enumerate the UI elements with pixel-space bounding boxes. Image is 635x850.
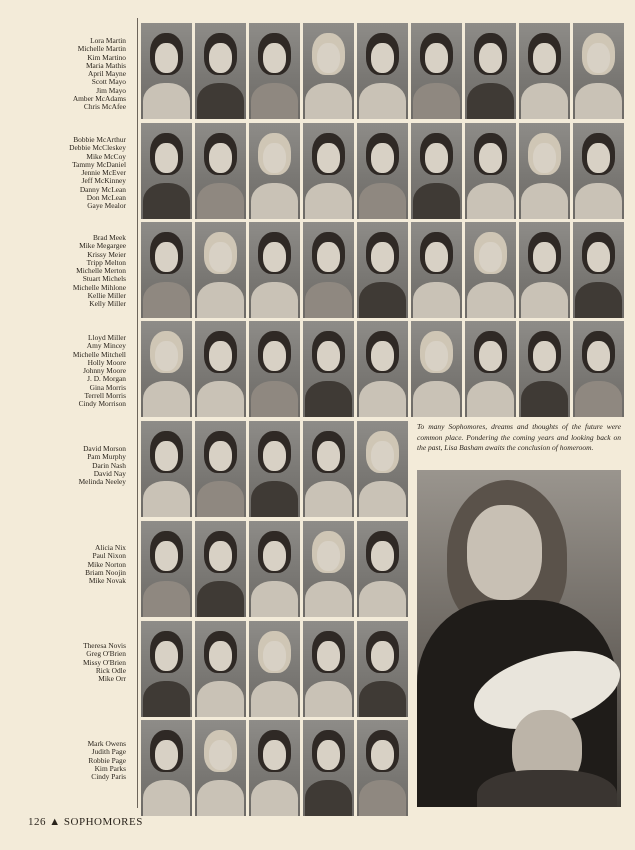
student-name: Scott Mayo <box>91 77 126 87</box>
student-name: Kelly Miller <box>89 299 126 309</box>
page-footer: 126 ▲ SOPHOMORES <box>28 816 143 828</box>
student-name: Cindy Paris <box>91 772 126 782</box>
student-portrait <box>249 123 300 219</box>
student-name: Danny McLean <box>79 184 126 194</box>
student-portrait <box>573 321 624 417</box>
student-name: April Mayne <box>88 69 126 79</box>
student-name: Gina Morris <box>89 382 126 392</box>
student-name: Mike Norton <box>87 559 126 569</box>
student-name: Kim Parks <box>94 763 126 773</box>
student-portrait <box>195 123 246 219</box>
student-name: Terrell Morris <box>84 391 126 401</box>
student-portrait <box>519 222 570 318</box>
student-portrait <box>303 621 354 717</box>
student-portrait <box>303 23 354 119</box>
student-name: Mike Novak <box>88 576 126 586</box>
student-name: Mike Megargee <box>79 241 126 251</box>
student-name: Melinda Neeley <box>78 477 126 487</box>
student-portrait <box>357 123 408 219</box>
student-portrait <box>303 321 354 417</box>
student-portrait <box>519 321 570 417</box>
name-list-row-5 <box>30 445 126 486</box>
student-portrait <box>141 421 192 517</box>
student-name: Maria Mathis <box>85 60 126 70</box>
student-portrait <box>465 222 516 318</box>
student-name: Missy O'Brien <box>82 657 126 667</box>
student-portrait <box>249 321 300 417</box>
student-portrait <box>357 720 408 816</box>
student-name: Greg O'Brien <box>86 649 126 659</box>
student-portrait <box>303 222 354 318</box>
name-list-row-8 <box>30 740 126 781</box>
student-portrait <box>249 222 300 318</box>
student-portrait <box>195 621 246 717</box>
student-portrait <box>141 621 192 717</box>
student-name: Chris McAfee <box>83 102 126 112</box>
student-name: Mark Owens <box>87 739 126 748</box>
student-name: Theresa Novis <box>83 641 126 650</box>
student-portrait <box>303 123 354 219</box>
student-portrait <box>465 23 516 119</box>
student-name: Kim Martino <box>87 52 126 62</box>
student-name: Michelle Mihlone <box>72 282 126 292</box>
student-portrait <box>141 123 192 219</box>
student-name: Bobbie McArthur <box>73 135 126 144</box>
student-name: Debbie McCleskey <box>69 143 126 153</box>
student-name: Mike McCoy <box>86 151 126 161</box>
student-name: Cindy Morrison <box>78 399 126 409</box>
student-portrait <box>249 621 300 717</box>
student-portrait <box>357 321 408 417</box>
student-name: Johnny Moore <box>83 366 126 376</box>
name-list-row-1 <box>30 37 126 112</box>
student-name: Michelle Mitchell <box>72 349 126 359</box>
student-portrait <box>411 123 462 219</box>
student-name: J. D. Morgan <box>87 374 126 384</box>
student-portrait <box>573 222 624 318</box>
student-name: Jim Mayo <box>96 85 126 95</box>
student-portrait <box>141 222 192 318</box>
student-name: Kellie Miller <box>87 291 126 301</box>
student-name: David Morson <box>83 444 126 453</box>
student-portrait <box>411 222 462 318</box>
student-portrait <box>357 521 408 617</box>
student-portrait <box>141 23 192 119</box>
student-portrait <box>519 123 570 219</box>
student-portrait <box>465 321 516 417</box>
student-name: Robbie Page <box>88 755 126 765</box>
student-portrait <box>303 421 354 517</box>
name-list-row-7 <box>30 642 126 683</box>
student-portrait <box>195 421 246 517</box>
student-portrait <box>141 321 192 417</box>
name-list-row-2 <box>30 136 126 211</box>
student-name: Alicia Nix <box>95 543 126 552</box>
column-rule <box>137 18 138 808</box>
student-portrait <box>573 23 624 119</box>
student-portrait <box>573 123 624 219</box>
student-name: Jeff McKinney <box>81 176 126 186</box>
student-portrait <box>195 321 246 417</box>
student-portrait <box>411 23 462 119</box>
name-list-row-4 <box>30 334 126 409</box>
student-name: Darin Nash <box>92 460 126 470</box>
student-name: Amy Mincey <box>86 341 126 351</box>
student-portrait <box>249 521 300 617</box>
student-name: Mike Orr <box>98 674 126 684</box>
name-list-row-3 <box>30 234 126 309</box>
student-portrait <box>357 222 408 318</box>
student-portrait <box>195 720 246 816</box>
student-name: Holly Moore <box>87 357 126 367</box>
student-name: Tripp Melton <box>86 257 126 267</box>
student-name: Jennie McEver <box>81 168 126 178</box>
student-name: Amber McAdams <box>72 94 126 104</box>
student-portrait <box>519 23 570 119</box>
student-portrait <box>195 222 246 318</box>
student-portrait <box>195 521 246 617</box>
student-portrait <box>465 123 516 219</box>
photo-caption: To many Sophomores, dreams and thoughts of the future were common place. Pondering the coming years and looking back on the past, Lisa Basham awaits the conclusion of homeroom. <box>417 422 621 452</box>
student-name: Paul Nixon <box>92 551 126 561</box>
student-name: Briam Noojin <box>85 567 126 577</box>
student-portrait <box>357 621 408 717</box>
student-name: Gaye Mealor <box>87 201 126 211</box>
student-name: Judith Page <box>91 747 126 757</box>
student-portrait <box>141 521 192 617</box>
student-name: Michelle Martin <box>77 44 126 54</box>
student-name: Rick Odle <box>95 665 126 675</box>
student-name: Pam Murphy <box>87 452 126 462</box>
student-name: Don McLean <box>86 193 126 203</box>
student-name: Michelle Merton <box>76 266 126 276</box>
student-name: Lora Martin <box>90 36 126 45</box>
student-name: Tammy McDaniel <box>72 159 126 169</box>
student-name: Lloyd Miller <box>88 333 126 342</box>
student-portrait <box>249 23 300 119</box>
student-name: David Nay <box>93 468 126 478</box>
student-portrait <box>411 321 462 417</box>
student-portrait <box>357 23 408 119</box>
student-name: Krissy Meier <box>87 249 126 259</box>
student-portrait <box>303 521 354 617</box>
student-portrait <box>249 421 300 517</box>
student-portrait <box>141 720 192 816</box>
student-name: Brad Meek <box>92 233 126 242</box>
candid-photo <box>417 470 621 807</box>
student-name: Stuart Michels <box>82 274 126 284</box>
student-portrait <box>195 23 246 119</box>
student-portrait <box>303 720 354 816</box>
student-portrait <box>249 720 300 816</box>
student-portrait <box>357 421 408 517</box>
name-list-row-6 <box>30 544 126 585</box>
